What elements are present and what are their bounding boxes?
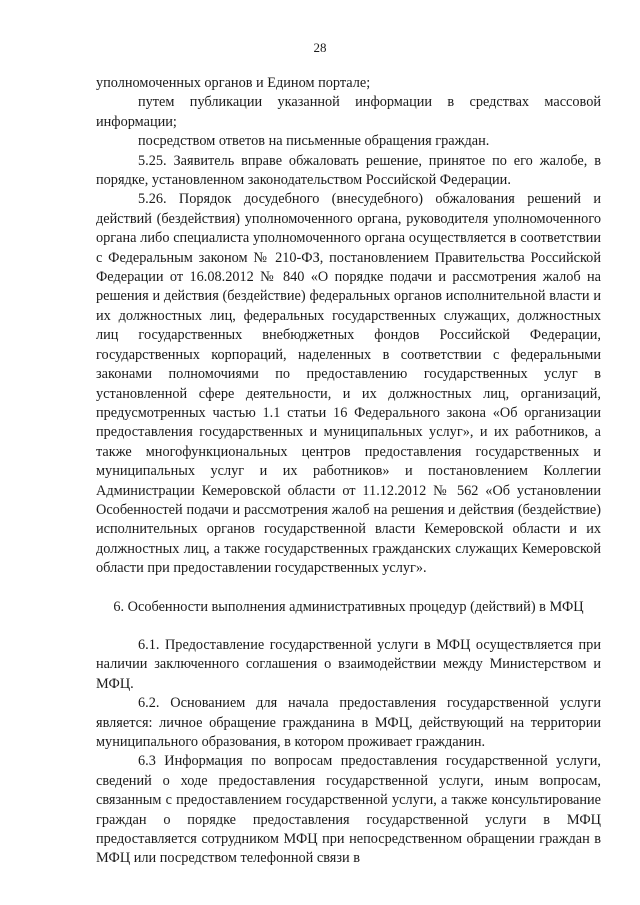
paragraphs-after-section: [96, 636, 601, 869]
paragraph: 6.3 Информация по вопросам предоставления государственной услуги, сведений о ходе предоставления государственной услуги, иным вопросам, связанным с предоставлением государственной услуги, а также консультирование граждан о порядке предоставления государственной услуги в МФЦ предоставляется сотрудником МФЦ при непосредственном обращении граждан в МФЦ или посредством телефонной связи в: [96, 753, 601, 867]
paragraph: уполномоченных органов и Едином портале;: [96, 75, 371, 91]
section-heading: 6. Особенности выполнения административных процедур (действий) в МФЦ: [113, 598, 584, 615]
paragraphs-before-section: [96, 74, 601, 579]
paragraph: 6.1. Предоставление государственной услуги в МФЦ осуществляется при наличии заключенного соглашения о взаимодействии между Министерством и МФЦ.: [96, 636, 601, 692]
paragraph: путем публикации указанной информации в средствах массовой информации;: [96, 94, 601, 130]
paragraph: 6.2. Основанием для начала предоставления государственной услуги является: личное обращение гражданина в МФЦ, действующий на территории муниципального образования, в котором проживает гражданин.: [96, 695, 601, 750]
paragraph: 5.25. Заявитель вправе обжаловать решение, принятое по его жалобе, в порядке, установленном законодательством Российской Федерации.: [96, 152, 601, 189]
page-number: 28: [313, 40, 327, 55]
document-body: [96, 74, 601, 869]
paragraph: посредством ответов на письменные обращения граждан.: [138, 133, 490, 150]
paragraph: 5.26. Порядок досудебного (внесудебного) обжалования решений и действий (бездействия) уполномоченного органа, руководителя уполномоченного органа либо специалиста уполномоченного органа осуществляется в соответствии с Федеральным законом № 210-ФЗ, постановлением Правительства Российской Федерации от 16.08.2012 № 840 «О порядке подачи и рассмотрения жалоб на решения и действия (бездействие) федеральных органов исполнительной власти и их должностных лиц, федеральных государственных служащих, должностных лиц государственных внебюджетных фондов Российской Федерации, государственных корпораций, наделенных в соответствии с федеральными законами полномочиями по предоставлению государственных услуг в установленной сфере деятельности, и их должностных лиц, организаций, предусмотренных частью 1.1 статьи 16 Федерального закона «Об организации предоставления государственных и муниципальных услуг», и их работников, а также многофункциональных центров предоставления государственных и муниципальных услуг и их работников» и постановлением Коллегии Администрации Кемеровской области от 11.12.2012 № 562 «Об установлении Особенностей подачи и рассмотрения жалоб на решения и действия (бездействие) исполнительных органов государственной власти Кемеровской области и их должностных лиц, а также государственных гражданских служащих Кемеровской области при предоставлении государственных услуг».: [96, 191, 601, 577]
